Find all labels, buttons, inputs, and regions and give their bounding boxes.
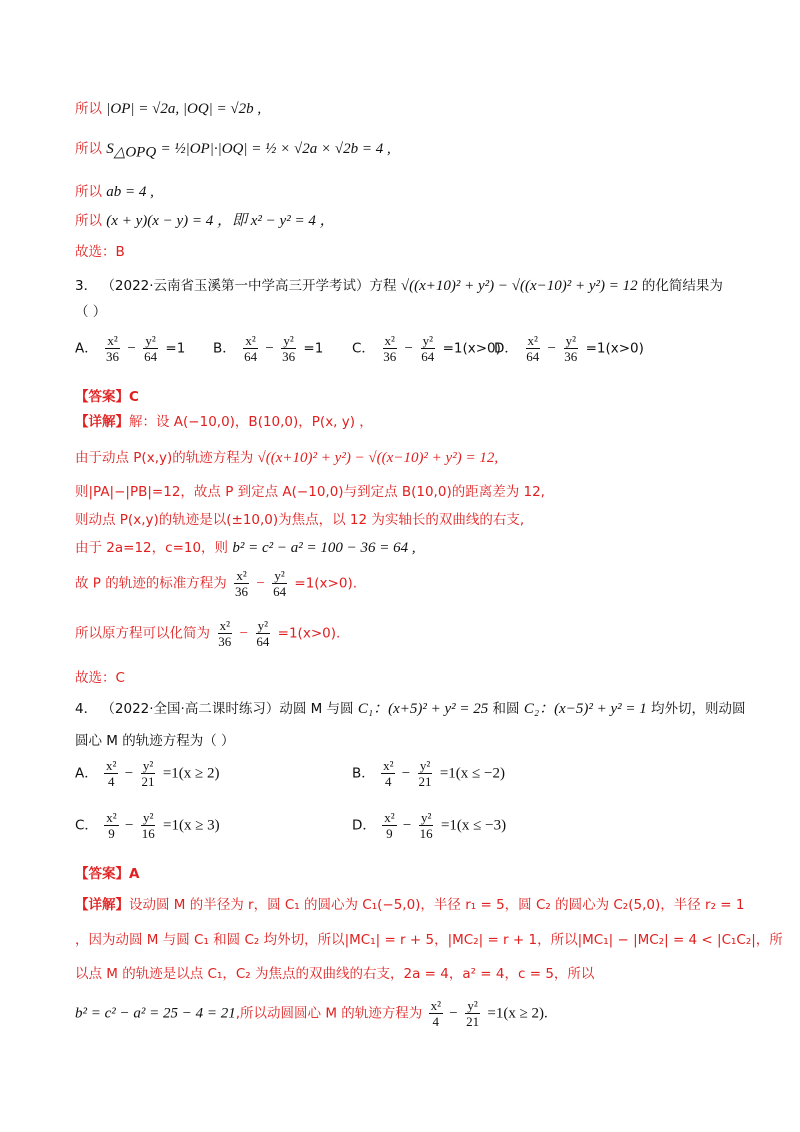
q3-d-num1: x² xyxy=(527,333,538,348)
q3-detail-6b: =1(x>0). xyxy=(294,575,358,592)
q4-d4-num1: x² xyxy=(430,998,441,1013)
q4-c-den1: 9 xyxy=(108,826,115,841)
q4-option-c[interactable] xyxy=(75,810,220,841)
prev-line-2-sub: △OPQ xyxy=(113,144,157,161)
q3-detail-1-text: 解：设 A(−10,0)，B(10,0)，P(x, y) ， xyxy=(129,414,373,430)
q4-source: （2022·全国·高二课时练习）动圆 M 与圆 xyxy=(101,701,354,717)
prev-line-4-math: (x + y)(x − y) = 4 ，即 x² − y² = 4 ， xyxy=(106,213,335,229)
q4-detail-3: 以点 M 的轨迹是以点 C₁，C₂ 为焦点的双曲线的右支，2a = 4，a² = 4，c = 5，所以 xyxy=(75,966,595,982)
q4-b-num2: y² xyxy=(419,758,431,773)
prev-line-2-math-b: = ½|OP|·|OQ| = ½ × √2a × √2b = 4 , xyxy=(160,141,391,157)
q3-d-den2: 36 xyxy=(564,349,578,364)
q3-c-num1: x² xyxy=(384,333,395,348)
q4-option-b-label: B． xyxy=(352,765,375,782)
q3-a-num1: x² xyxy=(107,333,118,348)
q4-a-tail: =1(x ≥ 2) xyxy=(162,765,220,782)
q4-detail-4a: b² = c² − a² = 25 − 4 = 21 xyxy=(75,1005,236,1022)
q3-number: 3． xyxy=(75,278,98,294)
q3-d-den1: 64 xyxy=(526,349,540,364)
q3-detail-label: 【详解】 xyxy=(75,414,129,430)
q3-d-minus: − xyxy=(547,340,556,357)
q3-c-den1: 36 xyxy=(383,349,397,364)
prev-line-2-math-a: S xyxy=(106,141,114,157)
q4-d-den1: 9 xyxy=(386,826,393,841)
q4-number: 4． xyxy=(75,701,98,717)
q4-d4-minus: − xyxy=(449,1005,458,1022)
q4-detail-4b: ,所以动圆圆心 M 的轨迹方程为 xyxy=(235,1005,423,1022)
q3-option-a[interactable] xyxy=(75,333,185,364)
q3-c-minus: − xyxy=(404,340,413,357)
q4-b-tail: =1(x ≤ −2) xyxy=(439,765,505,782)
q4-option-b[interactable] xyxy=(352,758,505,789)
prev-line-3-math: ab = 4 , xyxy=(106,184,154,200)
q3-d6-num2: y² xyxy=(274,568,285,583)
q3-d7-den1: 36 xyxy=(218,634,232,649)
q4-c-num1: x² xyxy=(106,810,117,825)
q3-a-tail: =1 xyxy=(165,340,186,357)
q3-detail-2b: √((x+10)² + y²) − √((x−10)² + y²) = 12, xyxy=(257,450,499,466)
q4-a-minus: − xyxy=(124,765,134,782)
q4-option-c-label: C． xyxy=(75,817,98,834)
q4-b-den2: 21 xyxy=(418,774,432,789)
q3-option-a-label: A． xyxy=(75,340,98,357)
q3-detail-2a: 由于动点 P(x,y)的轨迹方程为 xyxy=(75,450,254,466)
q4-d4-den1: 4 xyxy=(432,1014,440,1029)
q4-a-den2: 21 xyxy=(141,774,155,789)
q4-option-d-label: D． xyxy=(352,817,376,834)
prev-line-3-text: 所以 xyxy=(75,184,102,200)
q4-c-minus: − xyxy=(124,817,134,834)
q3-d7-den2: 64 xyxy=(256,634,270,649)
q3-b-num1: x² xyxy=(245,333,256,348)
q3-d6-num1: x² xyxy=(236,568,247,583)
q4-d-num1: x² xyxy=(384,810,395,825)
q3-d-num2: y² xyxy=(565,333,576,348)
q3-detail-6a: 故 P 的轨迹的标准方程为 xyxy=(75,575,227,592)
q3-d6-den1: 36 xyxy=(235,584,249,599)
q3-detail-7b: =1(x>0). xyxy=(277,625,341,642)
q3-c-tail: =1(x>0) xyxy=(442,340,501,357)
q4-option-a-label: A． xyxy=(75,765,98,782)
q3-b-minus: − xyxy=(265,340,274,357)
q4-d-tail: =1(x ≤ −3) xyxy=(440,817,507,834)
q3-a-den1: 36 xyxy=(106,349,120,364)
q3-option-d[interactable] xyxy=(494,333,644,364)
q4-detail-1-text: 设动圆 M 的半径为 r，圆 C₁ 的圆心为 C₁(−5,0)，半径 r₁ = 5，圆 C₂ 的圆心为 C₂(5,0)，半径 r₂ = 1 xyxy=(129,897,745,913)
prev-line-4-text: 所以 xyxy=(75,213,102,229)
q3-a-minus: − xyxy=(127,340,136,357)
q3-stem-tail: 的化简结果为 xyxy=(641,278,723,294)
q4-d-num2: y² xyxy=(420,810,432,825)
q4-a-num2: y² xyxy=(142,758,154,773)
q3-a-num2: y² xyxy=(145,333,156,348)
q3-option-c[interactable] xyxy=(352,333,501,364)
q3-paren: （ ） xyxy=(75,304,107,320)
q3-b-den1: 64 xyxy=(244,349,258,364)
q4-c-num2: y² xyxy=(143,810,154,825)
q4-c-den2: 16 xyxy=(141,826,155,841)
q4-a-den1: 4 xyxy=(108,774,115,789)
q4-d-minus: − xyxy=(402,817,412,834)
q4-stem-tail: 均外切，则动圆 xyxy=(651,701,746,717)
q3-option-b-label: B． xyxy=(213,340,236,357)
q3-detail-6 xyxy=(75,568,357,599)
q4-d-den2: 16 xyxy=(419,826,433,841)
q3-d7-num2: y² xyxy=(257,618,269,633)
q3-d6-den2: 64 xyxy=(273,584,287,599)
q3-option-c-label: C． xyxy=(352,340,375,357)
q3-conclusion: 故选：C xyxy=(75,670,125,686)
q4-option-a[interactable] xyxy=(75,758,220,789)
prev-line-1 xyxy=(75,97,261,118)
q4-b-den1: 4 xyxy=(385,774,392,789)
q3-detail-1 xyxy=(75,410,373,430)
q3-answer: 【答案】C xyxy=(75,389,139,405)
q4-b-num1: x² xyxy=(383,758,394,773)
prev-line-1-math: |OP| = √2a, |OQ| = √2b , xyxy=(106,101,262,117)
q4-detail-4c: =1(x ≥ 2). xyxy=(487,1005,548,1022)
q4-d4-den2: 21 xyxy=(466,1014,480,1029)
q3-detail-5 xyxy=(75,536,416,557)
q4-detail-label: 【详解】 xyxy=(75,897,129,913)
q4-c2: C₂：(x−5)² + y² = 1 xyxy=(523,701,647,717)
prev-line-2-text: 所以 xyxy=(75,141,102,157)
q4-stem xyxy=(75,697,746,718)
q3-d7-num1: x² xyxy=(219,618,230,633)
q3-option-b[interactable] xyxy=(213,333,323,364)
q3-b-num2: y² xyxy=(283,333,294,348)
q3-source: （2022·云南省玉溪第一中学高三开学考试）方程 xyxy=(101,278,397,294)
q4-detail-4 xyxy=(75,998,548,1029)
q4-d4-num2: y² xyxy=(467,998,478,1013)
q4-detail-1 xyxy=(75,893,744,913)
q4-answer: 【答案】A xyxy=(75,866,140,882)
q3-d7-minus: − xyxy=(239,625,249,642)
q3-b-den2: 36 xyxy=(282,349,296,364)
q3-detail-4: 则动点 P(x,y)的轨迹是以(±10,0)为焦点，以 12 为实轴长的双曲线的右支, xyxy=(75,512,525,528)
q3-option-d-label: D． xyxy=(494,340,518,357)
q3-d6-minus: − xyxy=(256,575,265,592)
prev-line-2 xyxy=(75,137,391,162)
q3-c-den2: 64 xyxy=(421,349,435,364)
q4-option-d[interactable] xyxy=(352,810,506,841)
q3-b-tail: =1 xyxy=(303,340,324,357)
q4-detail-2: ，因为动圆 M 与圆 C₁ 和圆 C₂ 均外切，所以|MC₁| = r + 5，|MC₂| = r + 1，所以|MC₁| − |MC₂| = 4 < |C₁C₂|，所 xyxy=(75,932,783,948)
q4-stem-line2: 圆心 M 的轨迹方程为（ ） xyxy=(75,733,235,749)
q3-d-tail: =1(x>0) xyxy=(585,340,644,357)
q4-b-minus: − xyxy=(401,765,411,782)
q3-detail-5b: b² = c² − a² = 100 − 36 = 64 , xyxy=(232,540,416,556)
prev-line-4 xyxy=(75,209,335,230)
prev-line-3 xyxy=(75,180,154,201)
q4-a-num1: x² xyxy=(106,758,117,773)
q3-equation: √((x+10)² + y²) − √((x−10)² + y²) = 12 xyxy=(400,278,638,294)
q3-c-num2: y² xyxy=(422,333,433,348)
q4-c-tail: =1(x ≥ 3) xyxy=(163,817,220,834)
q3-stem xyxy=(75,274,723,295)
prev-conclusion: 故选：B xyxy=(75,244,125,260)
q3-a-den2: 64 xyxy=(144,349,158,364)
q4-c1: C₁：(x+5)² + y² = 25 xyxy=(357,701,489,717)
q3-detail-2 xyxy=(75,446,498,467)
q3-detail-7 xyxy=(75,618,340,649)
q3-detail-7a: 所以原方程可以化简为 xyxy=(75,625,210,642)
prev-line-1-text: 所以 xyxy=(75,101,102,117)
q3-detail-3: 则|PA|−|PB|=12，故点 P 到定点 A(−10,0)与到定点 B(10,0)的距离差为 12, xyxy=(75,484,545,500)
q3-detail-5a: 由于 2a=12，c=10，则 xyxy=(75,540,229,556)
q4-mid: 和圆 xyxy=(492,701,520,717)
